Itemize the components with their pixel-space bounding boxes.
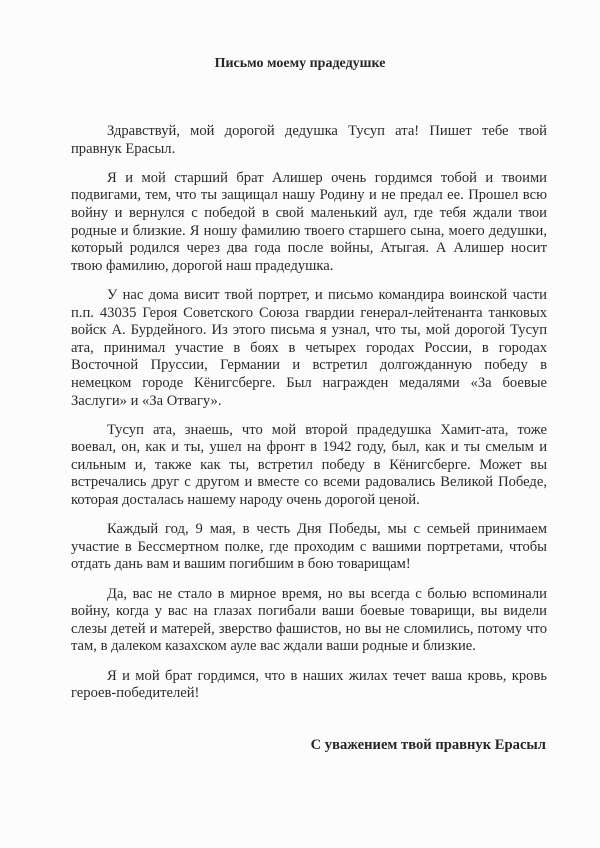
paragraph-portrait-letter: У нас дома висит твой портрет, и письмо командира воинской части п.п. 43035 Героя Советского Союза гвардии генерал-лейтенанта танковых войск А. Бурдейного. Из этого письма я узнал, что ты, мой дорогой Тусуп ата, принимал участие в боях в четырех городах России, в городах Восточной Пруссии, Германии и встретил долгожданную победу в немецком городе Кёнигсберге. Был награжден медалями «За боевые Заслуги» и «За Отвагу». (71, 286, 547, 409)
paragraph-closing: Я и мой брат гордимся, что в наших жилах течет ваша кровь, кровь героев-победителей! (71, 667, 547, 702)
signature: С уважением твой правнук Ерасыл (310, 737, 546, 753)
paragraph-immortal-regiment: Каждый год, 9 мая, в честь Дня Победы, мы с семьей принимаем участие в Бессмертном полке, где проходим с вашими портретами, чтобы отдать дань вам и вашим погибшим в бою товарищам! (71, 521, 547, 573)
paragraph-pride: Я и мой старший брат Алишер очень гордимся тобой и твоими подвигами, тем, что ты защищал нашу Родину и не предал ее. Прошел всю войну и вернулся с победой в свой маленький аул, где тебя ждали твои родные и близкие. Я ношу фамилию твоего старшего сына, моего дедушки, который родился через два года после войны, Атыгая. А Алишер носит твою фамилию, дорогой наш прадедушка. (71, 169, 547, 274)
paragraph-memories: Да, вас не стало в мирное время, но вы всегда с болью вспоминали войну, когда у вас на глазах погибали ваши боевые товарищи, вы видели слезы детей и матерей, зверство фашистов, но вы не сломились, потому что там, в далеком казахском ауле вас ждали ваши родные и близкие. (71, 585, 547, 655)
paragraph-second-great-grandfather: Тусуп ата, знаешь, что мой второй прадедушка Хамит-ата, тоже воевал, он, как и ты, ушел на фронт в 1942 году, был, как и ты смелым и сильным и, также как ты, встретил победу в Кёнигсберге. Может вы встречались друг с другом и вместе со всеми радовались Великой Победе, которая досталась нашему народу очень дорогой ценой. (71, 421, 547, 509)
letter-title: Письмо моему прадедушке (214, 56, 386, 71)
paragraph-greeting: Здравствуй, мой дорогой дедушка Тусуп ата! Пишет тебе твой правнук Ерасыл. (71, 123, 547, 157)
letter-body (71, 123, 547, 714)
